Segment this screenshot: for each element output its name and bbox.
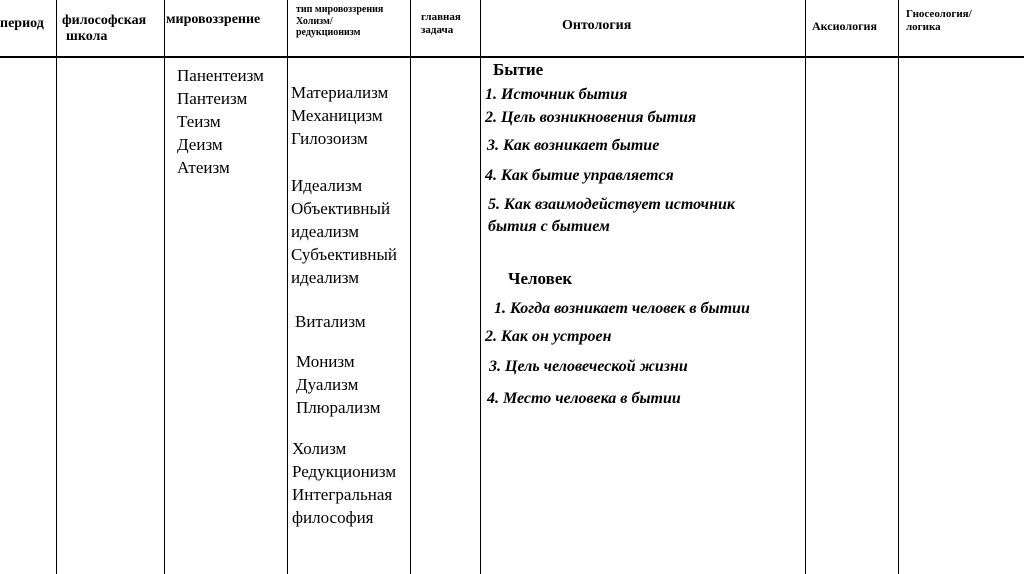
monism-group [296, 350, 380, 419]
human-question: 3. Цель человеческой жизни [489, 358, 688, 375]
human-question: 2. Как он устроен [485, 328, 612, 345]
type-item: Плюрализм [296, 398, 381, 417]
type-item: Дуализм [296, 375, 359, 394]
being-question: 2. Цель возникновения бытия [485, 109, 697, 126]
header-axiology: Аксиология [812, 19, 877, 33]
column-divider [56, 0, 57, 574]
header-main-task: главная задача [421, 11, 461, 36]
being-question: 1. Источник бытия [485, 86, 628, 103]
worldview-item: Панентеизм [177, 66, 264, 85]
being-heading: Бытие [493, 60, 544, 79]
column-divider [287, 0, 288, 574]
column-divider [480, 0, 481, 574]
type-item: Субъективный [291, 245, 397, 264]
worldview-item: Деизм [177, 135, 223, 154]
type-item: Редукционизм [292, 462, 397, 481]
holism-group [292, 437, 396, 529]
human-heading: Человек [508, 269, 573, 288]
header-school: философская школа [62, 13, 147, 45]
type-item: Гилозоизм [291, 129, 368, 148]
being-question-continued: бытия с бытием [488, 218, 610, 235]
header-gnoseology: Гносеология/ логика [906, 8, 972, 33]
vitalism-group [295, 310, 366, 333]
worldview-item: Пантеизм [177, 89, 248, 108]
type-item: Идеализм [291, 176, 363, 195]
column-divider [164, 0, 165, 574]
column-divider [805, 0, 806, 574]
human-question: 4. Место человека в бытии [487, 390, 681, 407]
being-question: 5. Как взаимодействует источник [488, 196, 735, 213]
header-worldview: мировоззрение [166, 12, 261, 27]
column-divider [898, 0, 899, 574]
type-item: Монизм [296, 352, 355, 371]
header-worldview-type: тип мировоззрения Холизм/ редукционизм [296, 4, 384, 38]
being-question: 3. Как возникает бытие [487, 137, 660, 154]
type-item: Холизм [292, 439, 347, 458]
materialism-group [291, 81, 388, 150]
column-divider [410, 0, 411, 574]
type-item: Объективный [291, 199, 391, 218]
worldview-list [177, 64, 264, 179]
type-item: идеализм [291, 222, 360, 241]
human-question: 1. Когда возникает человек в бытии [494, 300, 750, 317]
header-divider [0, 56, 1024, 58]
type-item: Витализм [295, 312, 366, 331]
idealism-group [291, 174, 397, 289]
worldview-item: Атеизм [177, 158, 230, 177]
worldview-item: Теизм [177, 112, 221, 131]
type-item: Материализм [291, 83, 389, 102]
type-item: Механицизм [291, 106, 383, 125]
type-item: идеализм [291, 268, 360, 287]
being-question: 4. Как бытие управляется [485, 167, 674, 184]
type-item: философия [292, 508, 374, 527]
type-item: Интегральная [292, 485, 393, 504]
header-ontology: Онтология [562, 18, 632, 33]
header-period: период [0, 16, 44, 31]
